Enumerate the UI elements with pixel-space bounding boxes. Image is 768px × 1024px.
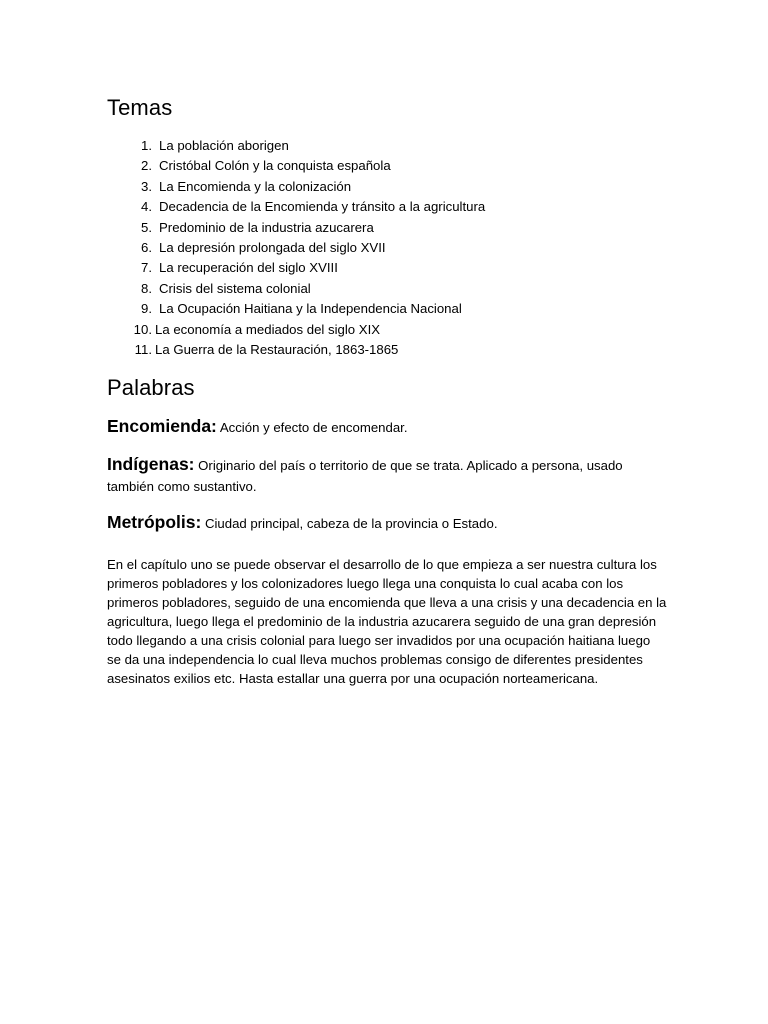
list-item-number: 1.	[141, 138, 152, 153]
list-item-text: Predominio de la industria azucarera	[159, 219, 374, 235]
list-item-number: 7.	[141, 260, 152, 276]
term-encomienda	[107, 416, 667, 438]
list-item-text: La Encomienda y la colonización	[159, 178, 352, 194]
list-item	[107, 218, 485, 238]
list-item-number: 11.	[134, 342, 152, 358]
list-item	[107, 177, 485, 197]
list-item	[107, 197, 485, 217]
list-item-text: La Guerra de la Restauración, 1863-1865	[155, 342, 399, 358]
summary-paragraph: En el capítulo uno se puede observar el desarrollo de lo que empieza a ser nuestra cultura los primeros pobladores y los colonizadores luego llega una conquista lo cual acaba con los primeros pobladores, seguido de una encomienda que lleva a una crisis y una decadencia en la agricultura, luego llega el predominio de la industria azucarera seguido de una gran depresión todo llegando a una crisis colonial para luego ser invadidos por una ocupación haitiana luego se da una independencia lo cual lleva muchos problemas consigo de diferentes presidentes asesinatos exilios etc. Hasta estallar una guerra por una ocupación norteamericana.	[107, 557, 667, 686]
list-item	[107, 279, 485, 299]
term-definition: Originario del país o territorio de que se trata. Aplicado a persona, usado también como sustantivo.	[107, 458, 623, 494]
list-item-text: Decadencia de la Encomienda y tránsito a la agricultura	[159, 199, 486, 215]
list-item	[107, 340, 485, 360]
list-item-text: La población aborigen	[159, 138, 289, 153]
term-word: Encomienda:	[107, 416, 217, 436]
list-item-number: 5.	[141, 219, 152, 235]
list-item	[107, 299, 485, 319]
term-definition: Acción y efecto de encomendar.	[216, 420, 408, 435]
list-item-number: 8.	[141, 280, 152, 296]
list-item-text: La depresión prolongada del siglo XVII	[159, 240, 386, 256]
list-item-number: 3.	[141, 178, 152, 194]
temas-heading: Temas	[107, 95, 173, 120]
list-item	[107, 238, 485, 258]
list-item-number: 4.	[141, 199, 152, 215]
list-item-number: 6.	[141, 240, 152, 256]
list-item	[107, 156, 485, 176]
list-item-text: Crisis del sistema colonial	[159, 280, 311, 296]
list-item	[107, 258, 485, 278]
topics-list	[107, 136, 485, 360]
term-word: Metrópolis:	[107, 512, 202, 532]
list-item-number: 2.	[141, 158, 152, 174]
term-indigenas	[107, 454, 667, 497]
list-item-text: Cristóbal Colón y la conquista española	[159, 158, 391, 174]
list-item	[107, 320, 485, 340]
list-item	[107, 136, 485, 156]
list-item-text: La recuperación del siglo XVIII	[159, 260, 338, 276]
list-item-text: La economía a mediados del siglo XIX	[155, 321, 381, 337]
palabras-heading: Palabras	[107, 375, 195, 400]
list-item-number: 9.	[141, 301, 152, 317]
term-metropolis	[107, 512, 667, 534]
term-word: Indígenas:	[107, 454, 195, 474]
list-item-text: La Ocupación Haitiana y la Independencia Nacional	[159, 301, 462, 317]
list-item-number: 10.	[133, 321, 152, 337]
term-definition: Ciudad principal, cabeza de la provincia o Estado.	[201, 516, 498, 531]
